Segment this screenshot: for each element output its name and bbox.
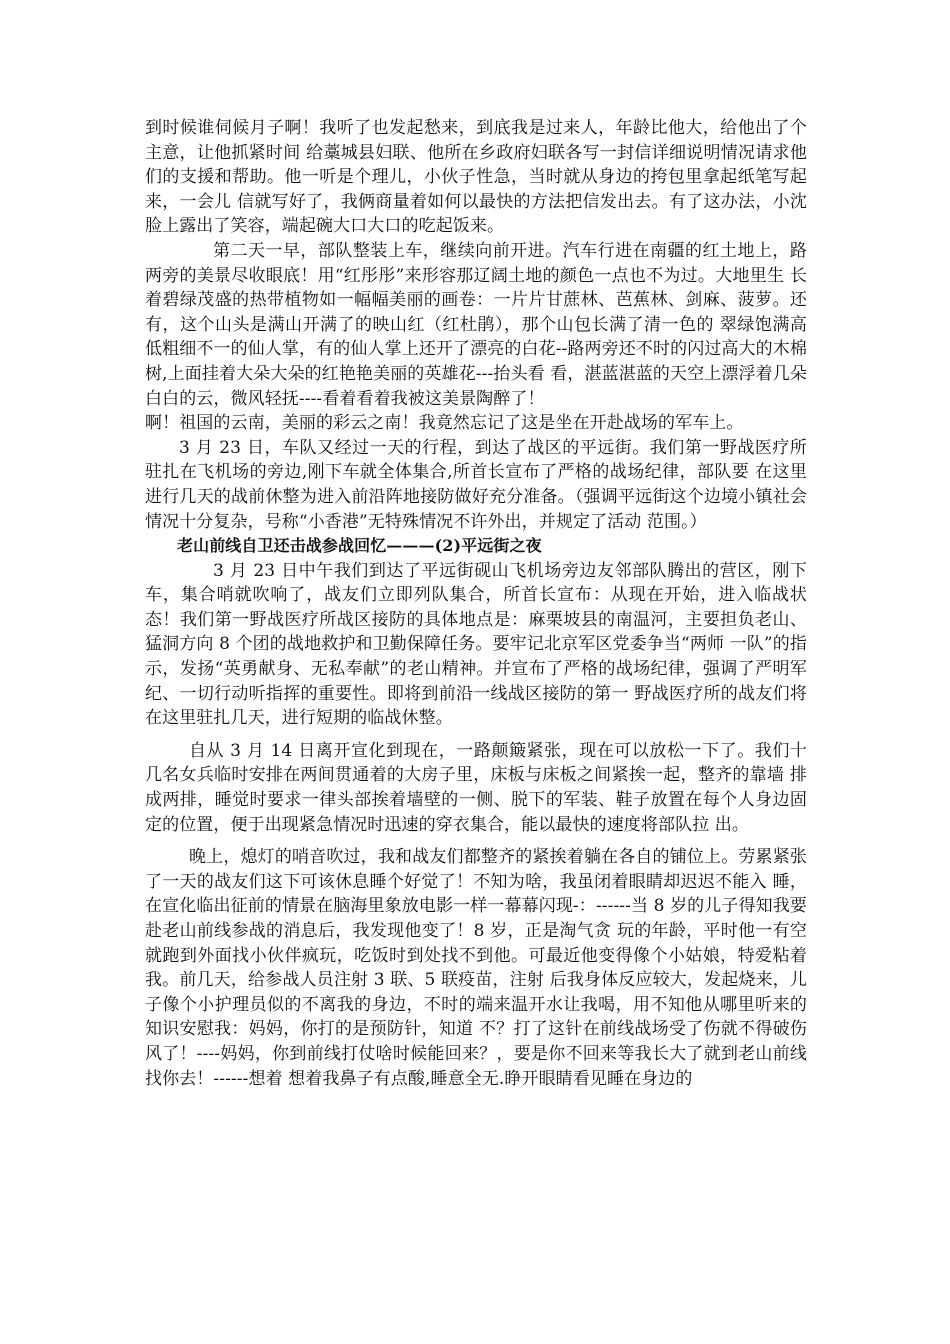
paragraph-3: 啊！祖国的云南，美丽的彩云之南！我竟然忘记了这是坐在开赴战场的军车上。 [145,413,744,434]
paragraph-7: 晚上，熄灯的哨音吹过，我和战友们都整齐的紧挨着躺在各自的铺位上。劳累紧张了一天的战友们这下可该休息睡个好觉了！不知为啥，我虽闭着眼睛却迟迟不能入 睡，在宣化临出征前的情景在脑海里象放电影一样一幕幕闪现-：------当 8 岁的儿子得知我要赴老山前线参战的消息后，我发现他变了！8 岁，正是淘气贪 玩的年龄，平时他一有空就跑到外面找小伙伴疯玩，吃饭时到处找不到他。可最近他变得像个小姑娘，特爱粘着我。前几天，给参战人员注射 3 联、5 联疫苗，注射 后我身体反应较大，发起烧来，儿子像个小护理员似的不离我的身边，不时的端来温开水让我喝，用不知他从哪里听来的知识安慰我：妈妈，你打的是预防针，知道 不？打了这针在前线战场受了伤就不得破伤风了！----妈妈，你到前线打仗啥时候能回来？，要是你不回来等我长大了就到老山前线找你去！------想着 想着我鼻子有点酸,睡意全无.睁开眼睛看见睡在身边的 [145,847,807,1089]
paragraph-6: 自从 3 月 14 日离开宣化到现在，一路颠簸紧张，现在可以放松一下了。我们十几名女兵临时安排在两间贯通着的大房子里，床板与床板之间紧挨一起，整齐的靠墙 排成两排，睡觉时要求一律头部挨着墙壁的一侧、脱下的军装、鞋子放置在每个人身边固定的位置，便于出现紧急情况时迅速的穿衣集合，能以最快的速度将部队拉 出。 [145,740,807,835]
paragraph-1: 到时候谁伺候月子啊！我听了也发起愁来，到底我是过来人，年龄比他大，给他出了个主意，让他抓紧时间 给藁城县妇联、他所在乡政府妇联各写一封信详细说明情况请求他们的支援和帮助。他一听是个理儿，小伙子性急，当时就从身边的挎包里拿起纸笔写起来，一会儿 信就写好了，我俩商量着如何以最快的方法把信发出去。有了这办法，小沈脸上露出了笑容，端起碗大口大口的吃起饭来。 [145,118,807,237]
paragraph-5: 3 月 23 日中午我们到达了平远街砚山飞机场旁边友邻部队腾出的营区，刚下车，集合哨就吹响了，战友们立即列队集合，所首长宣布：从现在开始，进入临战状 态！我们第一野战医疗所战区接防的具体地点是：麻栗坡县的南温河，主要担负老山、猛洞方向 8 个团的战地救护和卫勤保障任务。要牢记北京军区党委争当“两师 一队”的指示，发扬“英勇献身、无私奉献”的老山精神。并宣布了严格的战场纪律，强调了严明军纪、一切行动听指挥的重要性。即将到前沿一线战区接防的第一 野战医疗所的战友们将在这里驻扎几天，进行短期的临战休整。 [145,560,807,729]
section-heading: 老山前线自卫还击战参战回忆———(2)平远街之夜 [177,536,542,556]
paragraph-2: 第二天一早，部队整装上车，继续向前开进。汽车行进在南疆的红土地上，路两旁的美景尽收眼底！用“红彤彤”来形容那辽阔土地的颜色一点也不为过。大地里生 长着碧绿茂盛的热带植物如一幅幅美丽的画卷：一片片甘蔗林、芭蕉林、剑麻、菠萝。还有，这个山头是满山开满了的映山红（红杜鹃），那个山包长满了清一色的 翠绿饱满高低粗细不一的仙人掌，有的仙人掌上还开了漂亮的白花--路两旁还不时的闪过高大的木棉树,上面挂着大朵大朵的红艳艳美丽的英雄花---抬头看 看，湛蓝湛蓝的天空上漂浮着几朵白白的云，微风轻抚----看着看着我被这美景陶醉了！ [145,240,807,409]
paragraph-4: 3 月 23 日，车队又经过一天的行程，到达了战区的平远街。我们第一野战医疗所驻扎在飞机场的旁边,刚下车就全体集合,所首长宣布了严格的战场纪律，部队要 在这里进行几天的战前休整为进入前沿阵地接防做好充分准备。（强调平远街这个边境小镇社会情况十分复杂，号称“小香港”无特殊情况不许外出，并规定了活动 范围。） [145,437,807,532]
document-page [145,116,807,1091]
